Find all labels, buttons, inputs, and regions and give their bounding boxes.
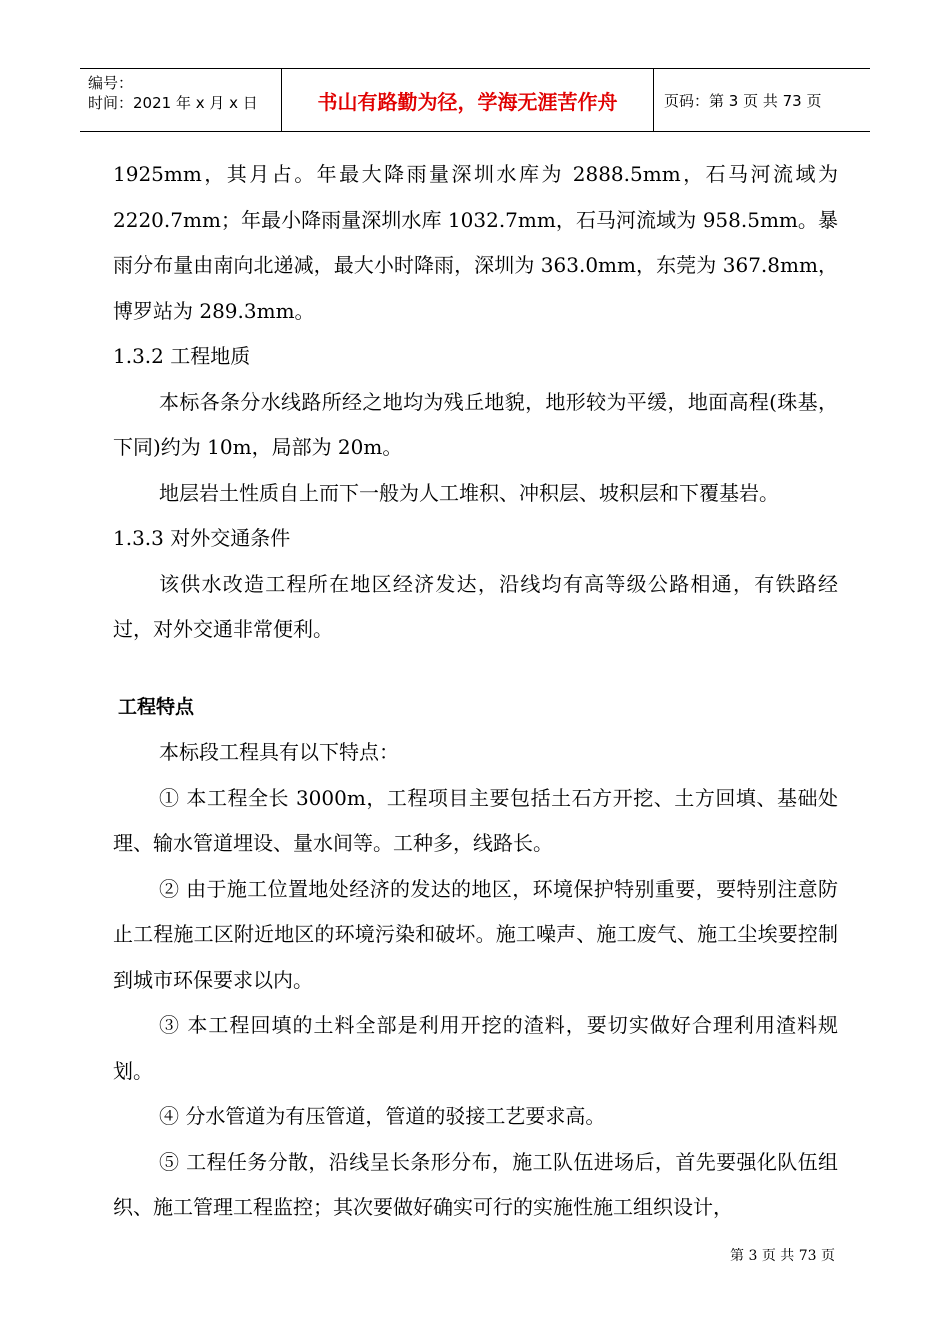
list-item: ③ 本工程回填的土料全部是利用开挖的渣料，要切实做好合理利用渣料规划。 <box>113 1013 838 1083</box>
header-motto-cell <box>282 69 654 131</box>
page-footer: 第 3 页 共 73 页 <box>730 1248 835 1264</box>
page-header <box>80 68 870 132</box>
document-date-label: 时间：2021 年 x 月 x 日 <box>88 94 258 112</box>
header-page-number: 页码：第 3 页 共 73 页 <box>664 91 822 110</box>
document-body <box>113 152 838 1231</box>
list-item: ① 本工程全长 3000m，工程项目主要包括土石方开挖、土方回填、基础处理、输水管道埋设、量水间等。工种多，线路长。 <box>113 785 838 855</box>
list-item: ④ 分水管道为有压管道，管道的驳接工艺要求高。 <box>159 1104 606 1128</box>
spacer <box>113 653 838 685</box>
section-heading: 1.3.3 对外交通条件 <box>113 526 291 550</box>
header-motto: 书山有路勤为径，学海无涯苦作舟 <box>317 89 618 114</box>
paragraph: 地层岩土性质自上而下一般为人工堆积、冲积层、坡积层和下覆基岩。 <box>159 480 779 505</box>
paragraph: 本标各条分水线路所经之地均为残丘地貌，地形较为平缓，地面高程(珠基，下同)约为 10m，局部为 20m。 <box>113 389 838 459</box>
header-page-cell <box>654 69 870 131</box>
list-item: ⑤ 工程任务分散，沿线呈长条形分布，施工队伍进场后，首先要强化队伍组织、施工管理工程监控；其次要做好确实可行的实施性施工组织设计， <box>113 1149 838 1219</box>
header-meta <box>80 69 282 131</box>
list-item: ② 由于施工位置地处经济的发达的地区，环境保护特别重要，要特别注意防止工程施工区附近地区的环境污染和破坏。施工噪声、施工废气、施工尘埃要控制到城市环保要求以内。 <box>113 876 838 992</box>
paragraph: 1925mm，其月占。年最大降雨量深圳水库为 2888.5mm，石马河流域为 2220.7mm；年最小降雨量深圳水库 1032.7mm，石马河流域为 958.5mm。暴雨分布量由南向北递减，最大小时降雨，深圳为 363.0mm，东莞为 367.8mm，博罗站为 289.3mm。 <box>113 162 838 323</box>
section-heading: 工程特点 <box>118 695 195 718</box>
paragraph: 该供水改造工程所在地区经济发达，沿线均有高等级公路相通，有铁路经过，对外交通非常便利。 <box>113 571 838 641</box>
section-heading: 1.3.2 工程地质 <box>113 344 251 368</box>
paragraph: 本标段工程具有以下特点： <box>159 740 399 764</box>
document-number-label: 编号： <box>88 74 134 92</box>
